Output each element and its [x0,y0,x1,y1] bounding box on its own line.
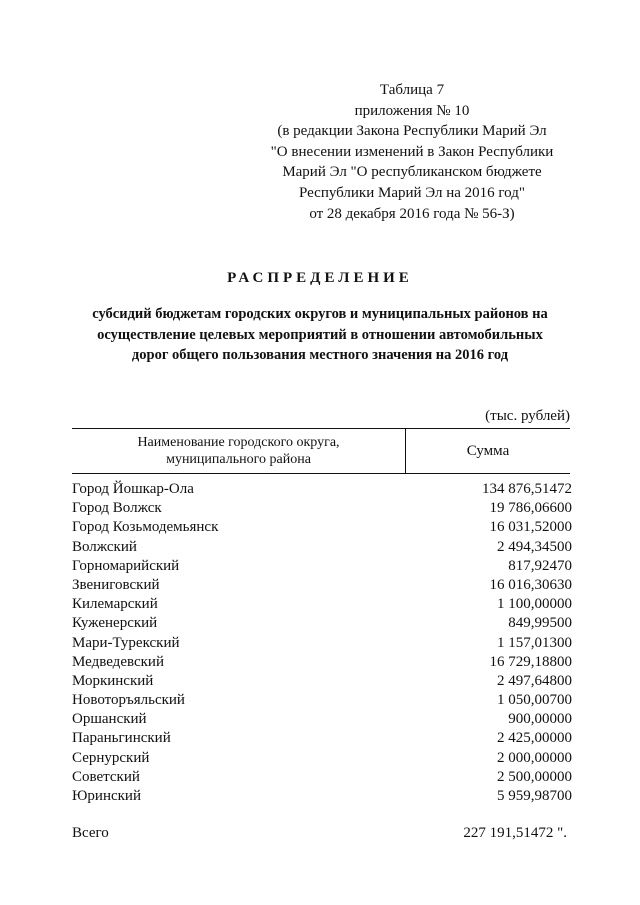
table-row [72,691,572,710]
subsidy-amount: 2 425,00000 [497,730,572,747]
subsidy-amount: 817,92470 [508,557,572,574]
district-name: Оршанский [72,711,147,728]
district-name: Звениговский [72,576,160,593]
table-row [72,480,572,499]
total-label: Всего [72,825,109,841]
subsidy-amount: 2 497,64800 [497,672,572,689]
table-row [72,557,572,576]
column-header-name-line: Наименование городского округа, [137,435,340,450]
total-row [72,824,567,843]
header-line: Марий Эл "О республиканском бюджете [282,164,542,181]
subsidy-amount: 134 876,51472 [482,481,572,497]
subsidy-amount: 1 050,00700 [497,692,572,709]
table-row [72,634,572,653]
table-row [72,672,572,691]
district-name: Советский [72,768,140,785]
header-line: Республики Марий Эл на 2016 год" [298,184,526,201]
table-row [72,787,572,806]
subsidy-amount: 1 100,00000 [497,596,572,613]
district-name: Город Волжск [72,500,162,517]
document-title: РАСПРЕДЕЛЕНИЕ [227,270,413,286]
district-name: Волжский [72,538,137,555]
table-row [72,768,572,787]
table-row [72,614,572,633]
district-name: Юринский [72,788,141,804]
header-line: приложения № 10 [354,102,470,119]
header-line: от 28 декабря 2016 года № 56-З) [309,205,515,222]
table-row [72,729,572,748]
appendix-header [250,80,574,224]
header-line: (в редакции Закона Республики Марий Эл [277,123,547,140]
table-row [72,595,572,614]
district-name: Новоторъяльский [72,692,185,709]
subsidy-amount: 900,00000 [508,711,572,728]
column-header-sum: Сумма [466,442,510,459]
table-row [72,499,572,518]
header-line: "О внесении изменений в Закон Республики [270,143,554,160]
subsidy-amount: 16 031,52000 [489,519,572,536]
table-row [72,538,572,557]
subsidy-amount: 2 000,00000 [497,749,572,766]
subsidy-amount: 1 157,01300 [497,634,572,651]
table-row [72,710,572,729]
subsidy-amount: 19 786,06600 [489,500,572,517]
table-row [72,518,572,537]
district-name: Мари-Турекский [72,634,180,651]
units-label: (тыс. рублей) [485,408,570,424]
subsidy-amount: 16 016,30630 [489,576,572,593]
district-name: Медведевский [72,653,164,670]
table-row [72,653,572,672]
subtitle-line: осуществление целевых мероприятий в отношении автомобильных [97,326,543,343]
document-subtitle [60,304,580,366]
subsidy-amount: 2 500,00000 [497,768,572,785]
subsidy-amount: 2 494,34500 [497,538,572,555]
total-value: 227 191,51472 ". [463,825,567,841]
subtitle-line: субсидий бюджетам городских округов и муниципальных районов на [92,306,548,322]
district-name: Куженерский [72,615,158,632]
table-body [72,480,572,806]
district-name: Параньгинский [72,730,171,747]
district-name: Килемарский [72,596,158,613]
table-row [72,576,572,595]
subtitle-line: дорог общего пользования местного значения на 2016 год [131,347,509,363]
subsidy-amount: 5 959,98700 [497,788,572,804]
subsidy-amount: 849,99500 [508,615,572,632]
subsidy-amount: 16 729,18800 [489,653,572,670]
column-header-name-line: муниципального района [166,452,311,467]
column-header-name [72,429,406,473]
district-name: Моркинский [72,672,154,689]
table-row [72,749,572,768]
district-name: Горномарийский [72,557,180,574]
district-name: Сернурский [72,749,150,766]
district-name: Город Йошкар-Ола [72,481,194,497]
header-line: Таблица 7 [379,82,445,98]
district-name: Город Козьмодемьянск [72,519,219,536]
table-header [72,428,570,474]
